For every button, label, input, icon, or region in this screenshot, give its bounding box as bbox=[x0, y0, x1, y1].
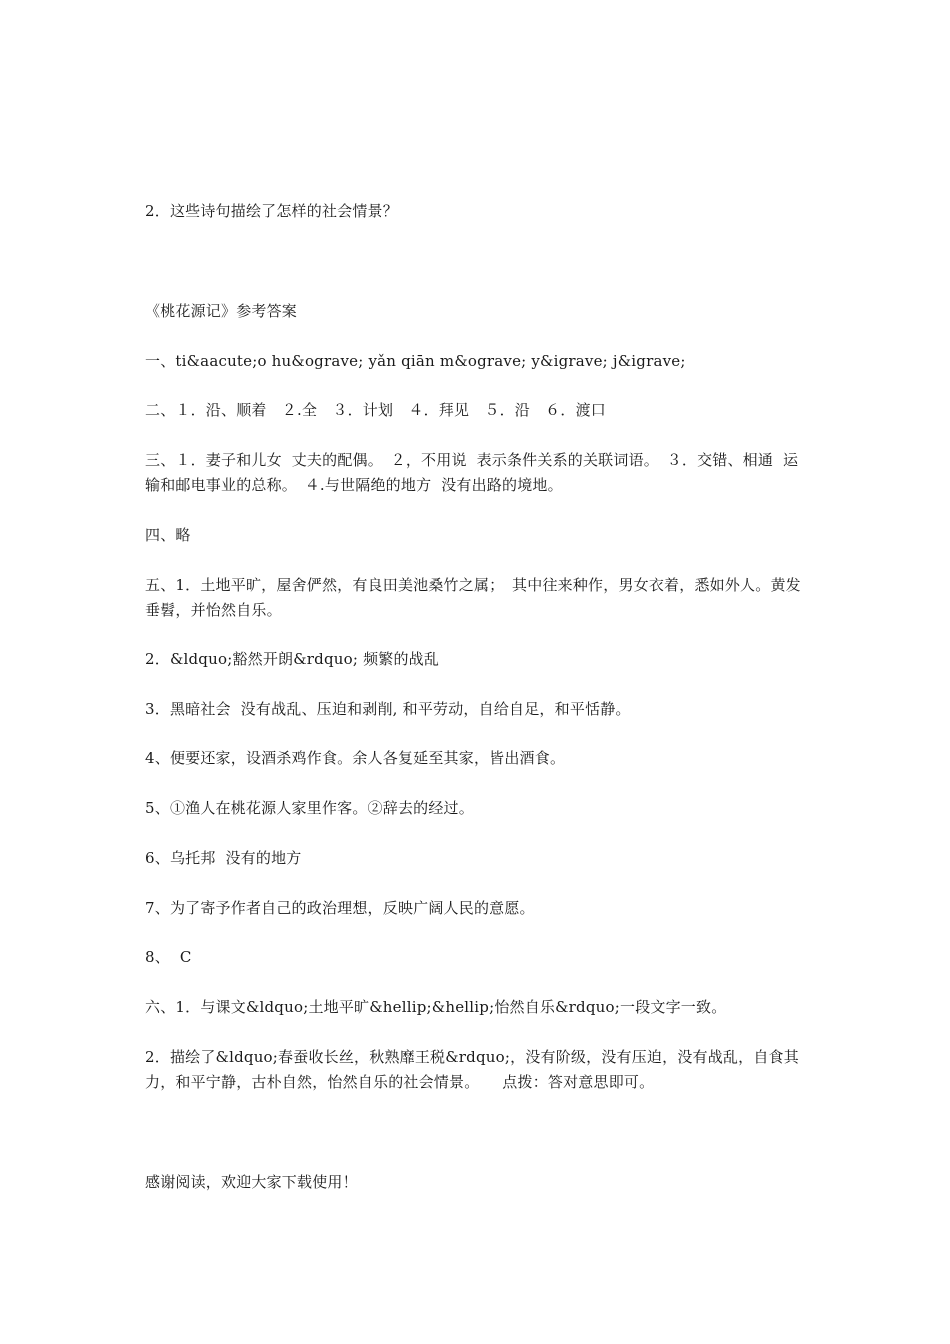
question-2-text: 2．这些诗句描绘了怎样的社会情景？ bbox=[145, 202, 398, 220]
answer-section-2: 二、１．沿、顺着 ２.全 ３．计划 ４．拜见 ５．沿 ６．渡口 bbox=[145, 401, 606, 419]
answer-section-5-item-4: 4、便要还家，设酒杀鸡作食。余人各复延至其家，皆出酒食。 bbox=[145, 749, 566, 767]
answer-section-1: 一、ti&aacute;o hu&ograve; yǎn qiān m&ograve; y&igrave; j&igrave; bbox=[145, 352, 686, 370]
answer-section-5-item-2: 2．&ldquo;豁然开朗&rdquo; 频繁的战乱 bbox=[145, 650, 440, 668]
answer-section-5-item-3: 3．黑暗社会 没有战乱、压迫和剥削, 和平劳动，自给自足，和平恬静。 bbox=[145, 700, 631, 718]
answer-section-5-item-7: 7、为了寄予作者自己的政治理想，反映广阔人民的意愿。 bbox=[145, 899, 535, 917]
answer-heading: 《桃花源记》参考答案 bbox=[145, 302, 298, 320]
answer-section-5-item-1: 五、1．土地平旷，屋舍俨然，有良田美池桑竹之属； 其中往来种作，男女衣着，悉如外人。黄发垂髫，并怡然自乐。 bbox=[145, 576, 801, 619]
answer-section-3: 三、１．妻子和儿女 丈夫的配偶。 ２，不用说 表示条件关系的关联词语。 ３．交错、相通 运输和邮电事业的总称。 ４.与世隔绝的地方 没有出路的境地。 bbox=[145, 451, 799, 494]
closing-text: 感谢阅读，欢迎大家下载使用！ bbox=[145, 1173, 358, 1191]
answer-section-5-item-8: 8、 C bbox=[145, 948, 192, 966]
answer-section-6-item-2: 2．描绘了&ldquo;春蚕收长丝，秋熟靡王税&rdquo;，没有阶级，没有压迫，没有战乱，自食其力，和平宁静，古朴自然，怡然自乐的社会情景。 点拨：答对意思即可。 bbox=[145, 1048, 799, 1091]
answer-section-4: 四、略 bbox=[145, 526, 191, 544]
answer-section-6-item-1: 六、1．与课文&ldquo;土地平旷&hellip;&hellip;怡然自乐&rdquo;一段文字一致。 bbox=[145, 998, 727, 1016]
answer-section-5-item-5: 5、①渔人在桃花源人家里作客。②辞去的经过。 bbox=[145, 799, 474, 817]
answer-section-5-item-6: 6、乌托邦 没有的地方 bbox=[145, 849, 302, 867]
